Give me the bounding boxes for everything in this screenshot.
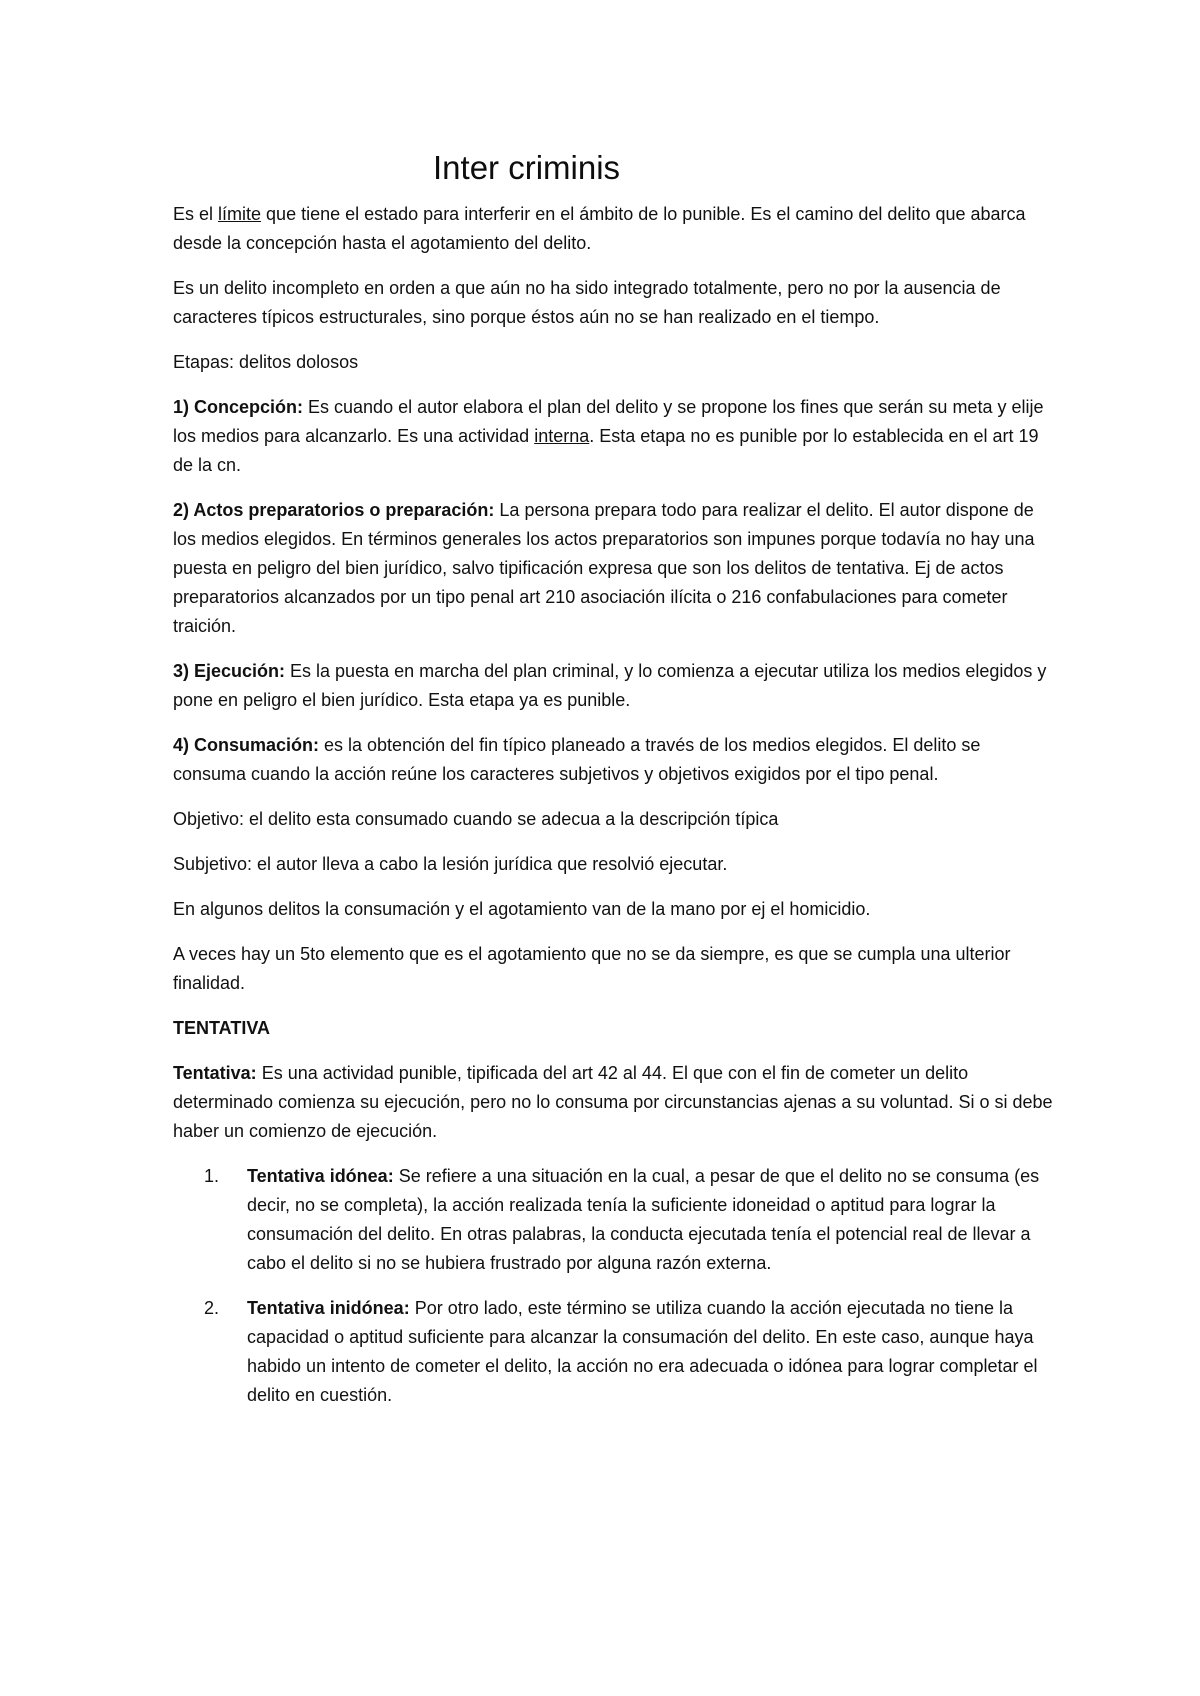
tentativa-label: Tentativa:	[173, 1063, 257, 1083]
stage-1-paragraph	[173, 393, 1053, 480]
list-item-label: Tentativa idónea:	[247, 1166, 394, 1186]
stage-3-text: Es la puesta en marcha del plan criminal, y lo comienza a ejecutar utiliza los medios elegidos y pone en peligro el bien jurídico. Esta etapa ya es punible.	[173, 661, 1047, 710]
document-page	[173, 146, 1053, 1426]
list-item-label: Tentativa inidónea:	[247, 1298, 410, 1318]
tentativa-text: Es una actividad punible, tipificada del art 42 al 44. El que con el fin de cometer un delito determinado comienza su ejecución, pero no lo consuma por circunstancias ajenas a su voluntad. Si o si debe haber un comienzo de ejecución.	[173, 1063, 1053, 1141]
incomplete-paragraph: Es un delito incompleto en orden a que aún no ha sido integrado totalmente, pero no por la ausencia de caracteres típicos estructurales, sino porque éstos aún no se han realizado en el tiempo.	[173, 278, 1001, 327]
stages-intro: Etapas: delitos dolosos	[173, 352, 359, 372]
fifth-element-paragraph: A veces hay un 5to elemento que es el agotamiento que no se da siempre, es que se cumpla una ulterior finalidad.	[173, 944, 1011, 993]
stage-1-underlined-word: interna	[534, 426, 590, 446]
stage-2-paragraph	[173, 496, 1053, 641]
stage-3-paragraph	[173, 657, 1053, 715]
list-item	[173, 1162, 1053, 1278]
stage-4-label: 4) Consumación:	[173, 735, 320, 755]
intro-paragraph	[173, 200, 1053, 258]
stage-1-label: 1) Concepción:	[173, 397, 304, 417]
agotamiento-paragraph: En algunos delitos la consumación y el agotamiento van de la mano por ej el homicidio.	[173, 899, 871, 919]
list-item	[173, 1294, 1053, 1410]
subjective-paragraph: Subjetivo: el autor lleva a cabo la lesión jurídica que resolvió ejecutar.	[173, 854, 728, 874]
stage-2-label: 2) Actos preparatorios o preparación:	[173, 500, 495, 520]
intro-text-pre: Es el	[173, 204, 219, 224]
stage-2-text: La persona prepara todo para realizar el delito. El autor dispone de los medios elegidos. En términos generales los actos preparatorios son impunes porque todavía no hay una puesta en peligro del bien jurídico, salvo tipificación expresa que son los delitos de tentativa. Ej de actos preparatorios alcanzados por un tipo penal art 210 asociación ilícita o 216 confabulaciones para cometer traición.	[173, 500, 1035, 636]
stage-1-text-post: . Esta etapa no es punible por lo establecida en el art 19 de la cn.	[173, 426, 1039, 475]
list-item-text: Se refiere a una situación en la cual, a pesar de que el delito no se consuma (es decir, no se completa), la acción realizada tenía la suficiente idoneidad o aptitud para lograr la consumación del delito. En otras palabras, la conducta ejecutada tenía el potencial real de llevar a cabo el delito si no se hubiera frustrado por alguna razón externa.	[247, 1166, 1040, 1273]
tentativa-types-list	[173, 1162, 1053, 1410]
stage-4-paragraph	[173, 731, 1053, 789]
tentativa-heading: TENTATIVA	[173, 1018, 270, 1038]
tentativa-paragraph	[173, 1059, 1053, 1146]
objective-paragraph: Objetivo: el delito esta consumado cuando se adecua a la descripción típica	[173, 809, 779, 829]
stage-1-text-pre: Es cuando el autor elabora el plan del delito y se propone los fines que serán su meta y elije los medios para alcanzarlo. Es una actividad	[173, 397, 1044, 446]
page-title: Inter criminis	[433, 149, 621, 186]
stage-3-label: 3) Ejecución:	[173, 661, 286, 681]
list-item-number: 1.	[204, 1166, 220, 1186]
list-item-text: Por otro lado, este término se utiliza cuando la acción ejecutada no tiene la capacidad o aptitud suficiente para alcanzar la consumación del delito. En este caso, aunque haya habido un intento de cometer el delito, la acción no era adecuada o idónea para lograr completar el delito en cuestión.	[247, 1298, 1038, 1405]
intro-underlined-word: límite	[218, 204, 262, 224]
stage-4-text: es la obtención del fin típico planeado a través de los medios elegidos. El delito se consuma cuando la acción reúne los caracteres subjetivos y objetivos exigidos por el tipo penal.	[173, 735, 981, 784]
list-item-number: 2.	[204, 1298, 220, 1318]
intro-text-post: que tiene el estado para interferir en el ámbito de lo punible. Es el camino del delito que abarca desde la concepción hasta el agotamiento del delito.	[173, 204, 1026, 253]
